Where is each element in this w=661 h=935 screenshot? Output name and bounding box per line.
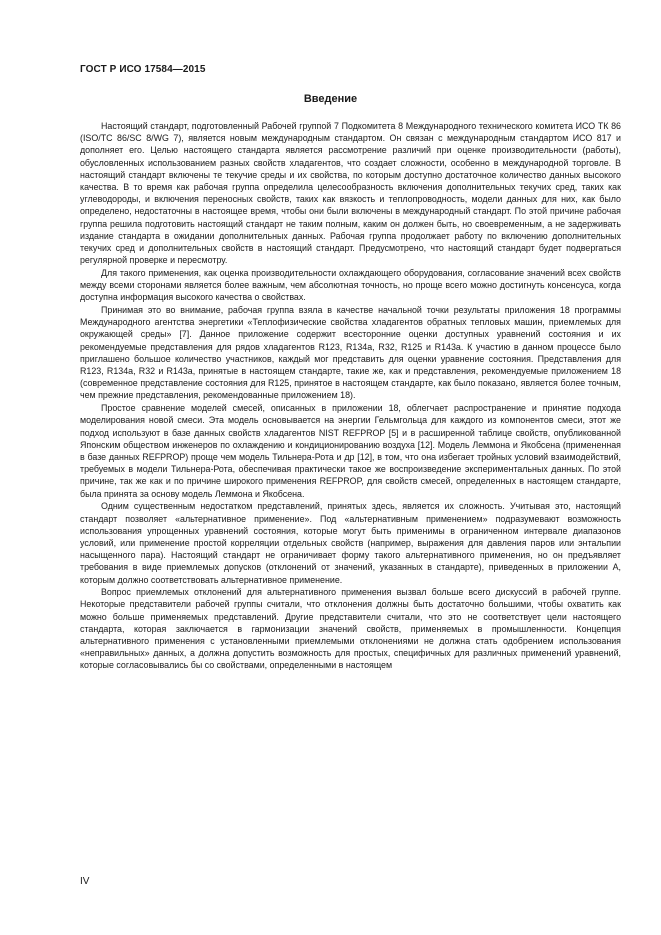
document-body [80,120,621,672]
paragraph-2: Для такого применения, как оценка производительности охлаждающего оборудования, согласование значений всех свойств между всеми сторонами является более важным, чем абсолютная точность, но проще всего можно достигнуть консенсуса, когда доступна информация высокого качества о свойствах. [80,267,621,303]
paragraph-1: Настоящий стандарт, подготовленный Рабочей группой 7 Подкомитета 8 Международного технического комитета ИСО ТК 86 (ISO/TC 86/SC 8/WG 7), является новым международным стандартом. Он связан с международным стандартом ИСО 817 и дополняет его. Целью настоящего стандарта является рассмотрение различий при оценке производительности (работы), обусловленных использованием разных свойств хладагентов, что создает сложности, особенно в международной торговле. В настоящий стандарт включены те текучие среды и их свойства, по которым доступно достаточное количество данных высокого качества. В то время как рабочая группа определила целесообразность включения дополнительных текучих сред, таких как углеводороды, и включения переносных свойств, таких как вязкость и теплопроводность, модели данных для них, как было определено, недостаточны в настоящее время, чтобы они были включены в международный стандарт. По этой причине рабочая группа решила подготовить настоящий стандарт не таким полным, каким он должен быть, но своевременным, а не задерживать издание стандарта в ожидании дополнительных данных. Рабочая группа продолжает работу по включению дополнительных текучих сред и дополнительных свойств в настоящий стандарт. Предусмотрено, что настоящий стандарт будет подвергаться регулярной проверке и пересмотру. [80,121,621,266]
paragraph-4: Простое сравнение моделей смесей, описанных в приложении 18, облегчает распространение и принятие подхода моделирования новой смеси. Эта модель основывается на энергии Гельмгольца для каждого из компонентов смеси, этот же подход используют в базе данных свойств хладагентов NIST REFPROP [5] и в расширенной таблице свойств, опубликованной Японским обществом инженеров по охлаждению и кондиционированию воздуха [12]. Модель Леммона и Якобсена (примененная в базе данных REFPROP) проще чем модель Тильнера-Рота и др [12], в том, что она избегает тройных условий взаимодействий, требуемых в модели Тильнера-Рота, обеспечивая практически такое же воспроизведение экспериментальных данных. По этой причине, так же как и по причине широкого применения REFPROP, для свойств смесей, определенных в настоящем стандарте, была принята за основу модель Леммона и Якобсена. [80,403,621,499]
paragraph-3: Принимая это во внимание, рабочая группа взяла в качестве начальной точки результаты приложения 18 программы Международного агентства энергетики «Теплофизические свойства хладагентов обратных тепловых машин, приемлемых для окружающей среды» [7]. Данное приложение содержит всесторонние оценки доступных уравнений состояния и их рекомендуемые представления для рядов хладагентов R123, R134a, R32, R125 и R143a. К участию в данном процессе было приглашено большое количество участников, каждый мог представить для оценки уравнение состояния. Представления для R123, R134a, R32 и R143a, принятые в настоящем стандарте, такие же, как и представления, рекомендуемые приложением 18 (современное представление состояния для R125, принятое в настоящем стандарте, как было показано, является более точным, чем прежние представления, рекомендованные приложением 18). [80,305,621,401]
document-header: ГОСТ Р ИСО 17584—2015 [80,64,206,75]
section-title: Введение [303,93,358,105]
page-number: IV [80,876,90,887]
paragraph-5: Одним существенным недостатком представлений, принятых здесь, является их сложность. Учитывая это, настоящий стандарт позволяет «альтернативное применение». Под «альтернативным применением» подразумевают возможность использования упрощенных уравнений состояния, которые могут быть применимы в ограниченном интервале диапазонов условий, или применение простой корреляции отдельных свойств (например, выражения для давления паров или энтальпии насыщенного пара). Настоящий стандарт не ограничивает форму такого альтернативного применения, но он предъявляет требования в виде приемлемых допусков (отклонений от значений, указанных в стандарте), приведенных в приложении А, которым должно соответствовать альтернативное применение. [80,501,621,585]
paragraph-6: Вопрос приемлемых отклонений для альтернативного применения вызвал больше всего дискуссий в рабочей группе. Некоторые представители рабочей группы считали, что отклонения должны быть достаточно большими, чтобы охватить как можно больше применяемых представлений. Другие представители считали, что это не соответствует цели настоящего стандарта, которая заключается в гармонизации значений свойств, применяемых в промышленности. Концепция альтернативного применения с установленными приемлемыми отклонениями не должна стать одобрением использования «неправильных» данных, а должна допустить возможность для простых, специфичных для различных применений уравнений, которые согласовывались бы со свойствами, определенными в настоящем [80,587,621,671]
